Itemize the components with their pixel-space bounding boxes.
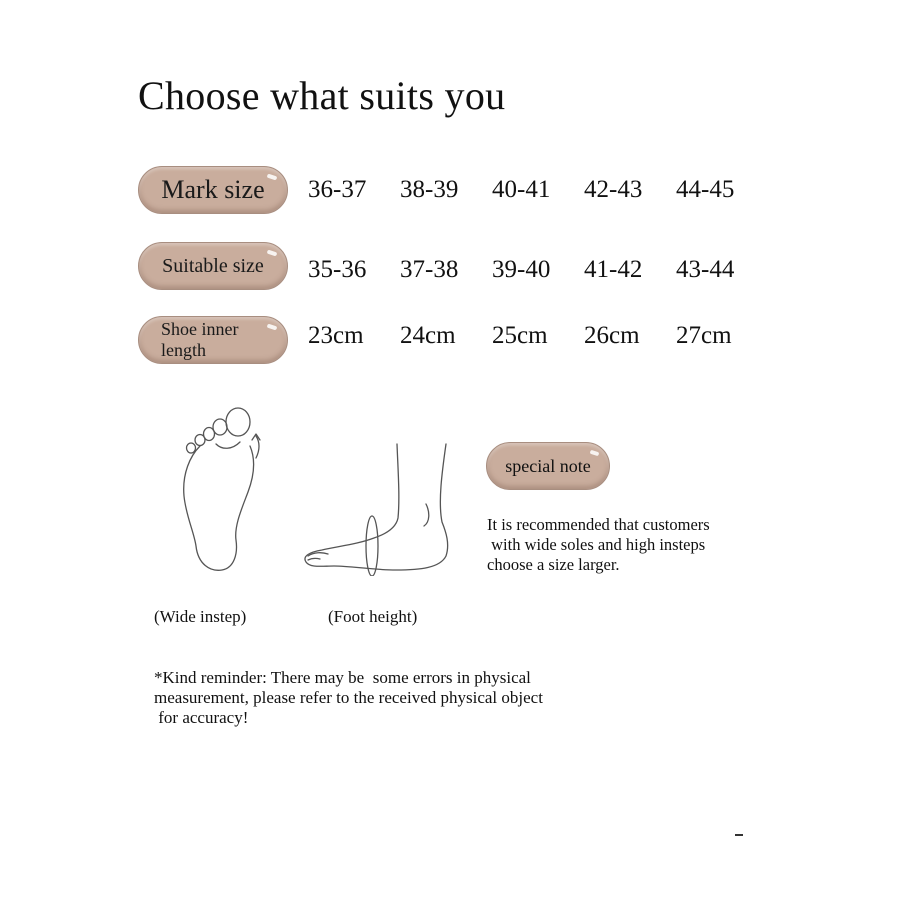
mark-size-cell: 40-41 [492, 176, 551, 203]
inner-length-label-line: Shoe inner [161, 319, 239, 339]
mark-size-cell: 36-37 [308, 176, 367, 203]
mark-size-cell: 42-43 [584, 176, 643, 203]
divider-mark [735, 834, 743, 836]
suitable-size-cell: 41-42 [584, 256, 643, 283]
mark-size-cell: 38-39 [400, 176, 459, 203]
special-note-text: It is recommended that customers with wide soles and high insteps choose a size larger. [487, 515, 710, 574]
suitable-size-cell: 37-38 [400, 256, 459, 283]
inner-length-cell: 23cm [308, 322, 364, 349]
inner-length-values [308, 312, 768, 360]
foot-sole-icon [176, 404, 276, 576]
foot-side-icon [300, 440, 456, 576]
suitable-size-cell: 43-44 [676, 256, 735, 283]
size-row-inner-length [138, 316, 758, 368]
mark-size-label: Mark size [138, 166, 288, 214]
page-title: Choose what suits you [138, 73, 506, 118]
inner-length-cell: 27cm [676, 322, 732, 349]
suitable-size-values [308, 246, 768, 294]
inner-length-cell: 25cm [492, 322, 548, 349]
inner-length-cell: 24cm [400, 322, 456, 349]
inner-length-label [138, 316, 288, 364]
size-row-suitable [138, 242, 758, 294]
inner-length-label-line: length [161, 340, 206, 360]
kind-reminder-text: *Kind reminder: There may be some errors in physical measurement, please refer to the received physical object for accuracy! [154, 668, 543, 727]
foot-height-caption: (Foot height) [328, 607, 418, 626]
mark-size-values [308, 166, 768, 214]
suitable-size-cell: 39-40 [492, 256, 551, 283]
suitable-size-cell: 35-36 [308, 256, 367, 283]
inner-length-cell: 26cm [584, 322, 640, 349]
size-row-mark [138, 166, 758, 218]
special-note-badge: special note [486, 442, 610, 490]
mark-size-cell: 44-45 [676, 176, 735, 203]
suitable-size-label: Suitable size [138, 242, 288, 290]
wide-instep-caption: (Wide instep) [154, 607, 247, 626]
